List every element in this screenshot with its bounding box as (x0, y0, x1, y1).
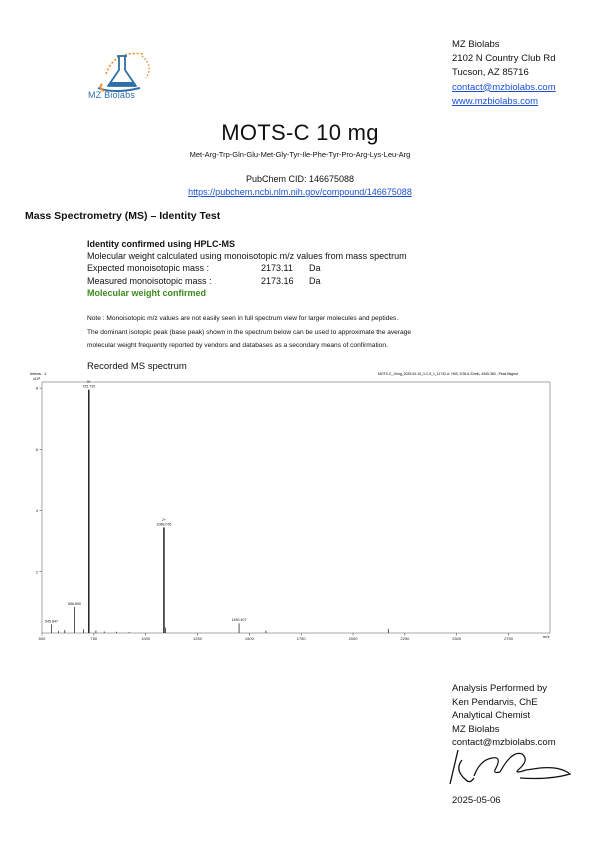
expected-mass-value: 2173.11 (261, 263, 293, 274)
pubchem-link[interactable]: https://pubchem.ncbi.nlm.nih.gov/compound/146675088 (188, 187, 412, 197)
note-block (87, 312, 507, 353)
y-tick-label: 2 (35, 569, 38, 575)
peak-charge-label: 3+ (86, 380, 91, 385)
peak-label: 725.720 (82, 384, 96, 389)
analyst-org: MZ Biolabs (452, 723, 500, 735)
company-address (452, 38, 556, 109)
y-axis-label: Intens. (30, 371, 43, 376)
peak-label: 545.847 (45, 619, 59, 624)
y-axis-scale: x10⁶ (33, 377, 41, 381)
identity-confirmed-line: Identity confirmed using HPLC-MS (87, 239, 236, 249)
x-tick-label: 2750 (504, 636, 513, 641)
section-heading: Mass Spectrometry (MS) – Identity Test (25, 210, 221, 222)
x-tick-label: 750 (90, 636, 98, 641)
x-tick-label: 1750 (296, 636, 306, 641)
product-title: MOTS-C 10 mg (221, 120, 379, 145)
analyst-name: Ken Pendarvis, ChE (452, 696, 538, 708)
spectrum-title: Recorded MS spectrum (87, 361, 187, 372)
company-website-link[interactable]: www.mzbiolabs.com (452, 95, 539, 107)
ms-spectrum-chart (28, 370, 573, 646)
pubchem-block (0, 173, 600, 199)
method-line: Molecular weight calculated using monoisotopic m/z values from mass spectrum (87, 251, 407, 262)
result-confirmed: Molecular weight confirmed (87, 287, 207, 298)
peak-label: 656.890 (68, 601, 82, 606)
note-line: The dominant isotopic peak (base peak) shown in the spectrum below can be used to approximate the average (87, 328, 412, 336)
logo-text: MZ Biolabs (88, 90, 136, 100)
y-axis-unit: 1. (44, 371, 48, 376)
note-line: Note : Monoisotopic m/z values are not easily seen in full spectrum view for larger molecules and peptides. (87, 315, 399, 322)
peak-label: 1088.076 (156, 522, 172, 527)
signature-date: 2025-05-06 (452, 795, 501, 806)
y-tick-label: 4 (35, 508, 38, 514)
company-email-link[interactable]: contact@mzbiolabs.com (452, 81, 556, 93)
expected-mass-label: Expected monoisotopic mass : (87, 263, 210, 274)
measured-mass-unit: Da (309, 275, 321, 286)
y-tick-label: 8 (35, 385, 38, 391)
x-tick-label: 500 (38, 636, 46, 641)
x-tick-label: 1500 (244, 636, 254, 641)
measured-mass-label: Measured monoisotopic mass : (87, 275, 212, 286)
analyst-heading: Analysis Performed by (452, 683, 548, 694)
analyst-email: contact@mzbiolabs.com (452, 737, 556, 748)
address-line1: 2102 N Country Club Rd (452, 53, 556, 65)
company-name: MZ Biolabs (452, 39, 500, 50)
note-line: molecular weight frequently reported by vendors and databases as a secondary means of confirmation. (87, 342, 388, 349)
identity-block (87, 238, 407, 299)
x-axis-label: m/z (543, 634, 550, 639)
address-line2: Tucson, AZ 85716 (452, 67, 529, 79)
x-tick-label: 2500 (452, 636, 462, 641)
plot-frame (42, 382, 550, 633)
analyst-role: Analytical Chemist (452, 710, 531, 721)
measured-mass-value: 2173.16 (261, 275, 294, 286)
signature-icon (440, 740, 580, 790)
peptide-sequence: Met-Arg-Trp-Gln-Glu-Met-Gly-Tyr-Ile-Phe-Tyr-Pro-Arg-Lys-Leu-Arg (189, 150, 411, 159)
peak-label: 1450.407 (231, 618, 247, 623)
expected-mass-row (87, 262, 407, 274)
x-tick-label: 2000 (348, 636, 358, 641)
x-tick-label: 1250 (193, 636, 202, 641)
y-tick-label: 6 (35, 446, 38, 452)
x-tick-label: 1000 (141, 636, 151, 641)
pubchem-cid: PubChem CID: 146675088 (245, 174, 355, 184)
expected-mass-unit: Da (309, 263, 321, 274)
peak-charge-label: 2+ (161, 517, 166, 522)
x-tick-label: 2250 (400, 636, 410, 641)
measured-mass-row (87, 275, 407, 287)
spectrum-header: MOTS-C_10mg_2025-04-10_3-C,5_1_11732.d: +MS, 5.96-6.22min, #345-360, -Peak Bkgrnd (378, 372, 519, 376)
